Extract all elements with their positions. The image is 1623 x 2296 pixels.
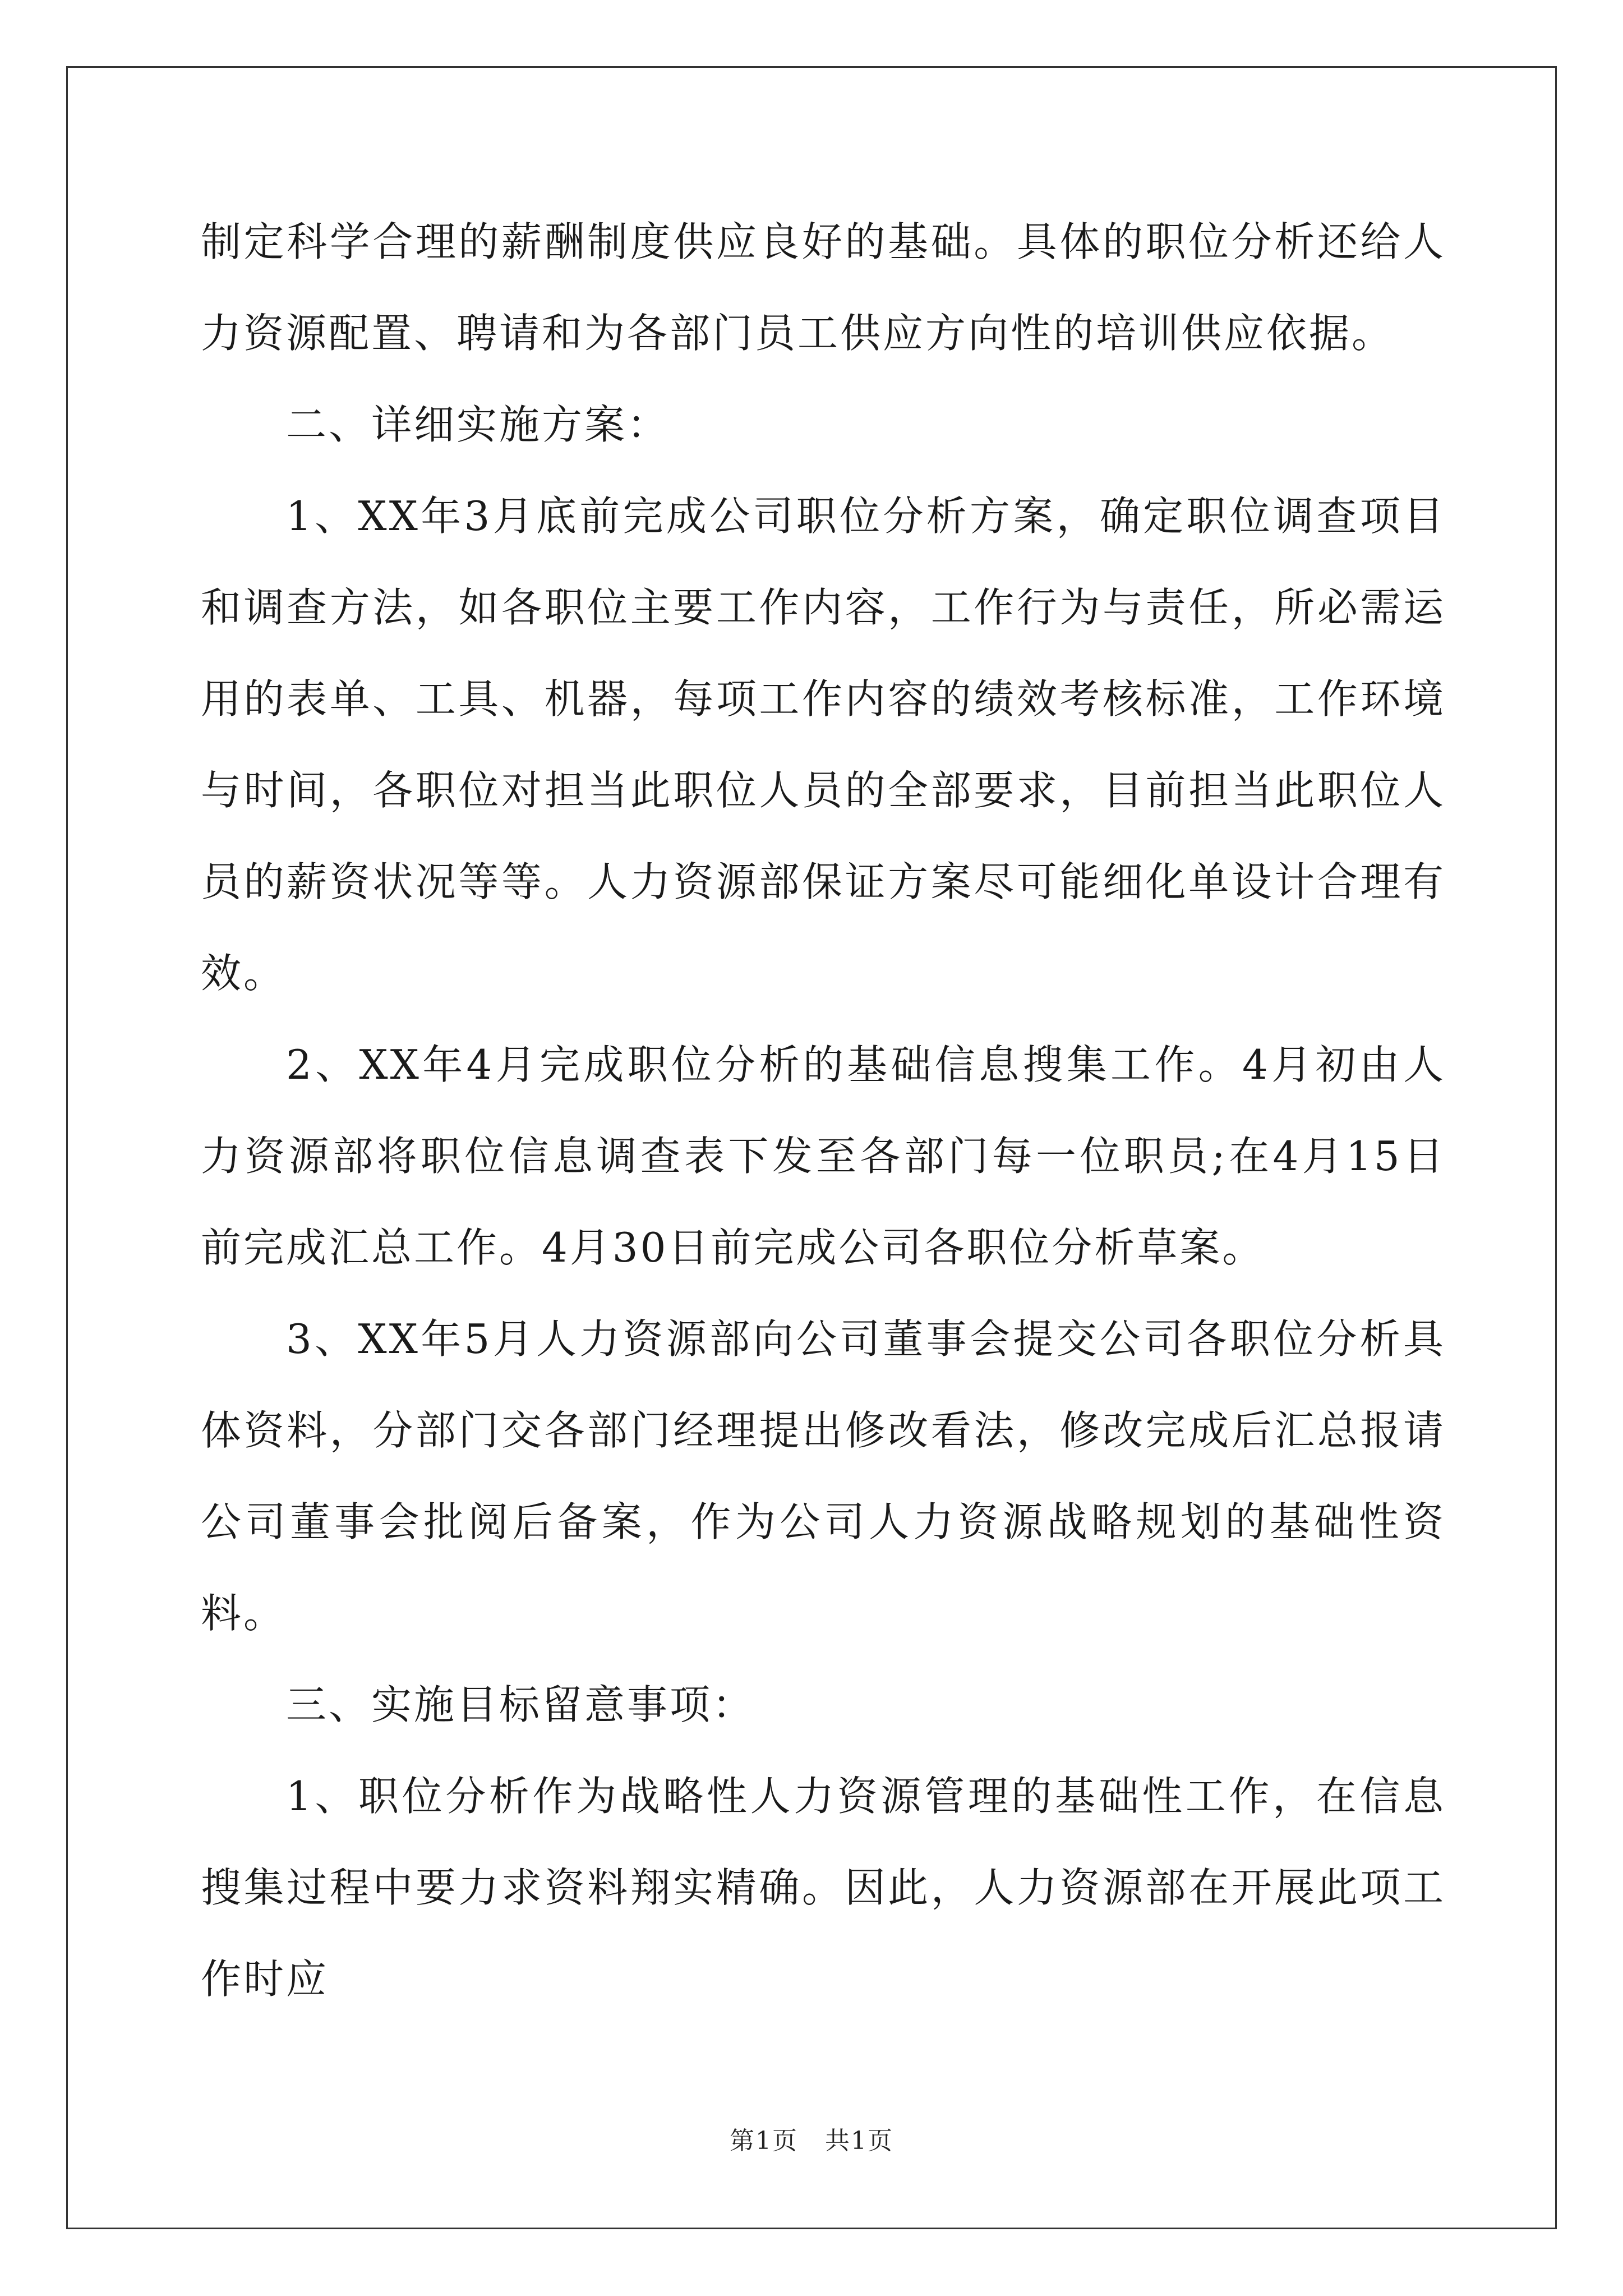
paragraph: 3、XX年5月人力资源部向公司董事会提交公司各职位分析具体资料，分部门交各部门经理提出修改看法，修改完成后汇总报请公司董事会批阅后备案，作为公司人力资源战略规划的基础性资料。 (201, 1315, 1446, 1637)
section-heading-notes: 三、实施目标留意事项： (286, 1681, 755, 1728)
paragraph: 1、XX年3月底前完成公司职位分析方案，确定职位调查项目和调查方法，如各职位主要工作内容，工作行为与责任，所必需运用的表单、工具、机器，每项工作内容的绩效考核标准，工作环境与时间，各职位对担当此职位人员的全部要求，目前担当此职位人员的薪资状况等等。人力资源部保证方案尽可能细化单设计合理有效。 (201, 493, 1446, 997)
paragraph: 1、职位分析作为战略性人力资源管理的基础性工作，在信息搜集过程中要力求资料翔实精确。因此，人力资源部在开展此项工作时应 (201, 1773, 1446, 2003)
document-body (201, 196, 1446, 2025)
page-number: 第1页 (730, 2127, 798, 2155)
page-total: 共1页 (825, 2127, 893, 2155)
page-footer (0, 2124, 1623, 2158)
section-heading-implementation-plan: 二、详细实施方案： (286, 401, 670, 448)
paragraph: 制定科学合理的薪酬制度供应良好的基础。具体的职位分析还给人力资源配置、聘请和为各部门员工供应方向性的培训供应依据。 (201, 218, 1446, 357)
paragraph: 2、XX年4月完成职位分析的基础信息搜集工作。4月初由人力资源部将职位信息调查表下发至各部门每一位职员;在4月15日前完成汇总工作。4月30日前完成公司各职位分析草案。 (201, 1041, 1446, 1271)
